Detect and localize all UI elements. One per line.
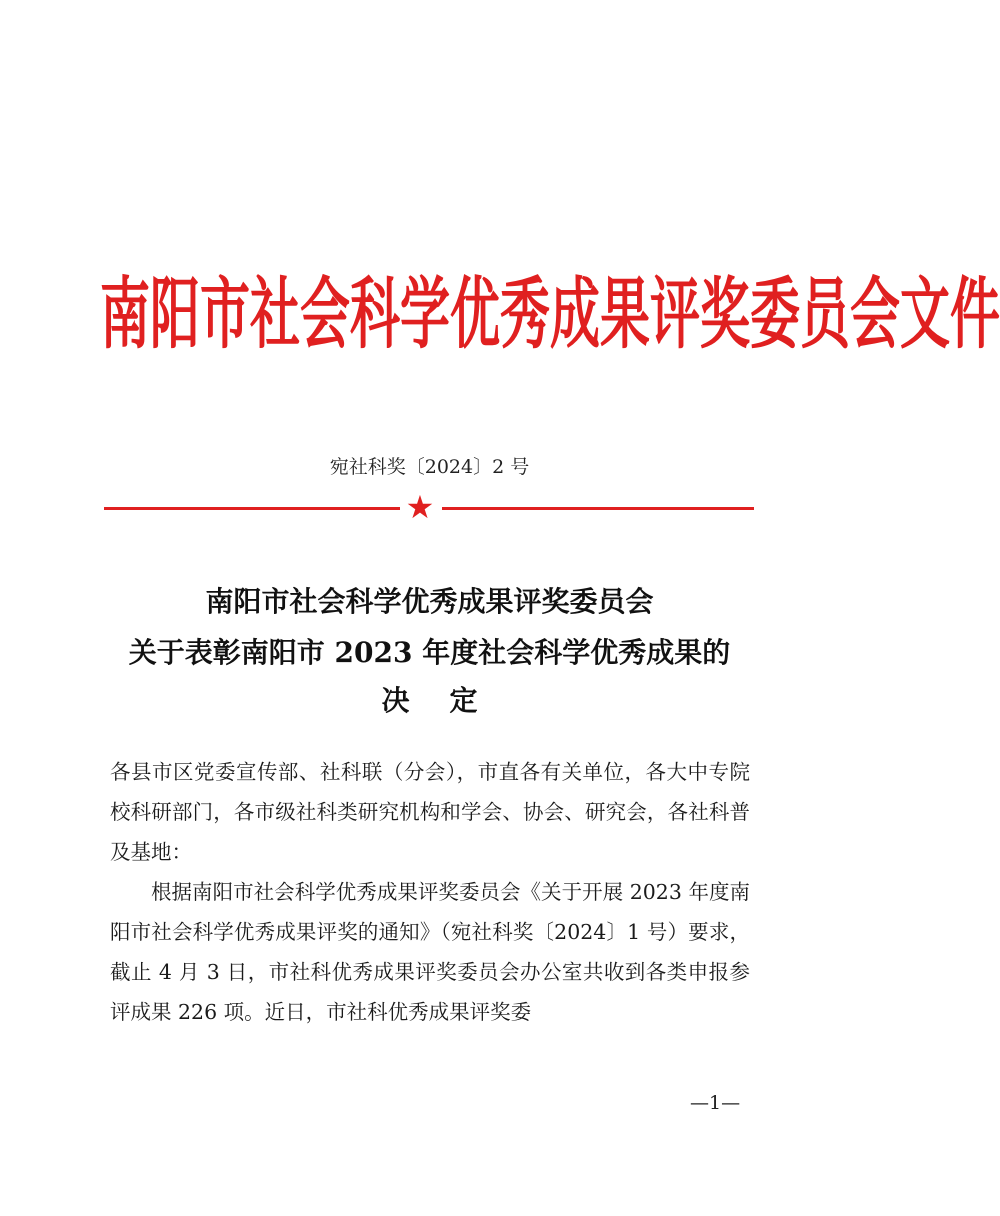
red-divider-right <box>442 507 754 510</box>
masthead-title: 南阳市社会科学优秀成果评奖委员会文件 <box>100 267 1000 359</box>
body-paragraph: 根据南阳市社会科学优秀成果评奖委员会《关于开展 2023 年度南阳市社会科学优秀成果评奖的通知》（宛社科奖〔2024〕1 号）要求，截止 4 月 3 日，市社科优秀成果评奖委员会办公室共收到各类申报参评成果 226 项。近日，市社科优秀成果评奖委 <box>110 880 750 1024</box>
page-number: —1— <box>690 1092 741 1114</box>
document-body <box>110 752 750 1032</box>
document-number: 宛社科奖〔2024〕2 号 <box>329 456 530 478</box>
document-title-line-1: 南阳市社会科学优秀成果评奖委员会 <box>205 585 654 618</box>
document-title-line-3: 决定 <box>381 684 518 717</box>
red-divider-left <box>104 507 400 510</box>
star-icon: ★ <box>405 488 435 526</box>
document-title-line-2: 关于表彰南阳市 2023 年度社会科学优秀成果的 <box>128 636 731 669</box>
salutation-paragraph: 各县市区党委宣传部、社科联（分会），市直各有关单位，各大中专院校科研部门，各市级社科类研究机构和学会、协会、研究会，各社科普及基地： <box>110 760 750 864</box>
